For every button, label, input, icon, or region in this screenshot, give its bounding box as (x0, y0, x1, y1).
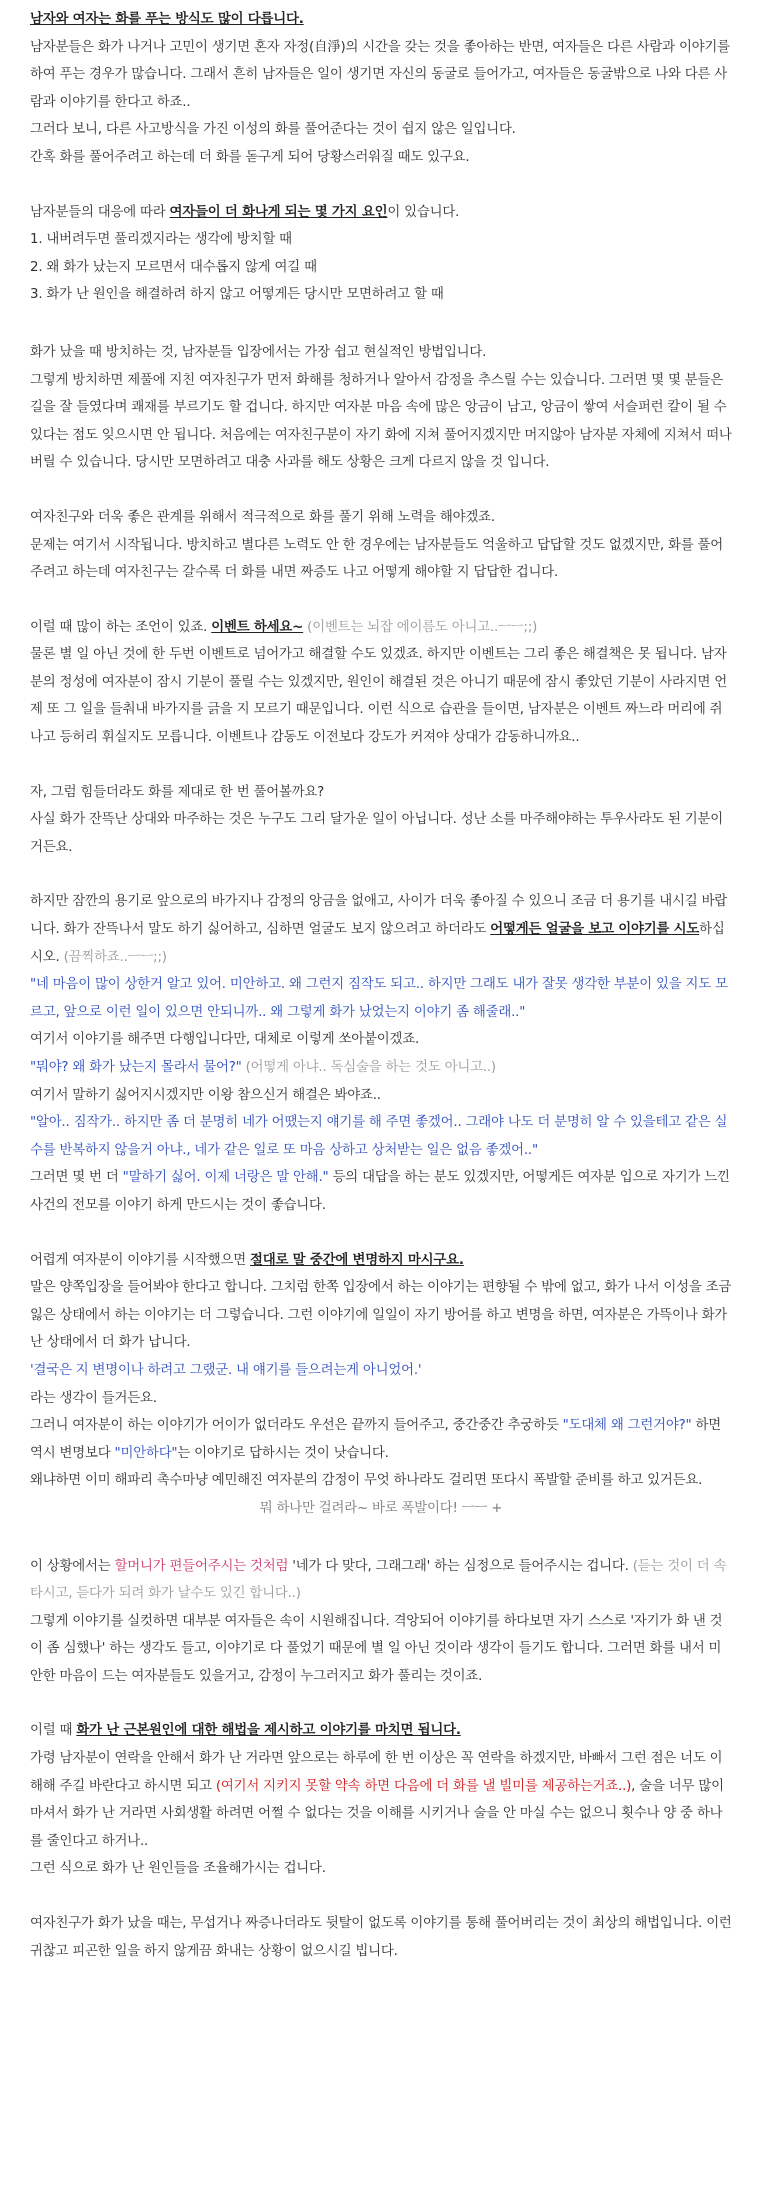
paragraph: 남자분들은 화가 나거나 고민이 생기면 혼자 자정(自淨)의 시간을 갖는 것을 좋아하는 반면, 여자들은 다른 사람과 이야기를 하여 푸는 경우가 많습니다. 그래서 흔히 남자들은 일이 생기면 자신의 동굴로 들어가고, 여자들은 동굴밖으로 나와 다른 사람과 이야기를 한다고 하죠.. (30, 39, 730, 110)
emphasis-text: 어떻게든 얼굴을 보고 이야기를 시도 (490, 922, 700, 938)
paragraph: 자, 그럼 힘들더라도 화를 제대로 한 번 풀어볼까요? (30, 784, 325, 800)
text-run: 그러니 여자분이 하는 이야기가 어이가 없더라도 우선은 끝까지 들어주고, 중간중간 추궁하듯 (30, 1418, 563, 1434)
text-run: '네가 다 맞다, 그래그래' 하는 심정으로 들어주시는 겁니다. (288, 1558, 629, 1574)
dialogue-quote: '결국은 지 변명이나 하려고 그랬군. 내 얘기를 들으려는게 아니었어.' (30, 1362, 422, 1378)
text-run: 이럴 때 많이 하는 조언이 있죠. (30, 619, 212, 635)
centered-remark: 뭐 하나만 걸려라~ 바로 폭발이다! ㅡㅡ + (259, 1500, 503, 1516)
paragraph (30, 614, 732, 642)
paragraph (30, 199, 732, 227)
dialogue-quote: "도대체 왜 그런거야?" (562, 1418, 692, 1434)
paragraph (30, 1717, 732, 1745)
paragraph: 문제는 여기서 시작됩니다. 방치하고 별다른 노력도 안 한 경우에는 남자분들도 억울하고 답답할 것도 없겠지만, 화를 풀어주려고 하는데 여자친구는 갈수록 더 화를 내면 짜증도 나고 어떻게 해야할 지 답답한 겁니다. (30, 537, 723, 581)
text-run: 이럴 때 (30, 1723, 77, 1739)
paragraph: 그렇게 방치하면 제풀에 지친 여자친구가 먼저 화해를 청하거나 알아서 감정을 추스릴 수는 있습니다. 그러면 몇 몇 분들은 길을 잘 들였다며 쾌재를 부르기도 할 겁니다. 하지만 여자분 마음 속에 많은 앙금이 남고, 앙금이 쌓여 서슬퍼런 칼이 될 수 있다는 점도 잊으시면 안 됩니다. 처음에는 여자친구분이 자기 화에 지쳐 풀어지겠지만 머지않아 남자분 자체에 지쳐서 떠나버릴 수 있습니다. 당시만 모면하려고 대충 사과를 해도 상황은 크게 다르지 않을 것 입니다. (30, 372, 732, 471)
dialogue-quote: "뭐야? 왜 화가 났는지 몰라서 물어?" (30, 1060, 242, 1075)
text-run: 이 있습니다. (387, 204, 460, 220)
warning-text: (여기서 지키지 못할 약속 하면 다음에 더 화를 낼 빌미를 제공하는거죠..) (215, 1778, 632, 1794)
list-item: 2. 왜 화가 났는지 모르면서 대수롭지 않게 여길 때 (30, 259, 317, 275)
emphasis-text: 절대로 말 중간에 변명하지 마시구요. (250, 1252, 464, 1268)
text-run: 등의 대답을 하는 분도 있겠지만, 어떻게든 여자분 입으로 자기가 느낀 사건의 전모를 이야기 하게 만드시는 것이 좋습니다. (30, 1170, 730, 1213)
paragraph: 간혹 화를 풀어주려고 하는데 더 화를 돋구게 되어 당황스러워질 때도 있구요. (30, 149, 470, 165)
paragraph: 화가 났을 때 방치하는 것, 남자분들 입장에서는 가장 쉽고 현실적인 방법입니다. (30, 344, 487, 360)
paragraph: 여자친구가 화가 났을 때는, 무섭거나 짜증나더라도 뒷탈이 없도록 이야기를 통해 풀어버리는 것이 최상의 해법입니다. 이런 귀찮고 피곤한 일을 하지 않게끔 화내는 상황이 없으시길 빕니다. (30, 1916, 732, 1959)
emphasis-text: 이벤트 하세요~ (211, 619, 304, 635)
text-run: 남자분들의 대응에 따라 (30, 204, 170, 220)
paragraph: 그렇게 이야기를 실컷하면 대부분 여자들은 속이 시원해집니다. 격앙되어 이야기를 하다보면 자기 스스로 '자기가 화 낸 것이 좀 심했나' 하는 생각도 들고, 이야기로 다 풀었기 때문에 별 일 아닌 것이라 생각이 들기도 합니다. 그러면 화를 내서 미안한 마음이 드는 여자분들도 있을거고, 감정이 누그러지고 화가 풀리는 것이죠. (30, 1613, 723, 1684)
aside-text: (듣는 것이 더 속타시고, 듣다가 되려 화가 날수도 있긴 합니다..) (30, 1558, 727, 1602)
paragraph (30, 1745, 732, 1855)
paragraph (30, 1553, 732, 1608)
emphasis-text: 화가 난 근본원인에 대한 해법을 제시하고 이야기를 마치면 됩니다. (76, 1723, 461, 1739)
aside-text: (끔찍하죠..ㅡㅡ;;) (59, 949, 167, 965)
text-run: , 술을 너무 많이 마셔서 화가 난 거라면 사회생활 하려면 어쩔 수 없다는 것을 이해를 시키거나 술을 안 마실 수는 없으니 횟수나 양 중 하나를 줄인다고 하거나.. (30, 1778, 724, 1849)
list-item: 3. 화가 난 원인을 해결하려 하지 않고 어떻게든 당시만 모면하려고 할 때 (30, 287, 444, 303)
paragraph (30, 1164, 732, 1219)
dialogue-quote: "네 마음이 많이 상한거 알고 있어. 미안하고. 왜 그런지 짐작도 되고.. 하지만 그래도 내가 잘못 생각한 부분이 있을 지도 모르고, 앞으로 이런 일이 있으면 안되니까.. 왜 그렇게 화가 났었는지 이야기 좀 해줄래.." (30, 977, 728, 1020)
paragraph: 말은 양쪽입장을 들어봐야 한다고 합니다. 그치럼 한쪽 입장에서 하는 이야기는 편향될 수 밖에 없고, 화가 나서 이성을 조금 잃은 상태에서 하는 이야기는 더 그렇습니다. 그런 이야기에 일일이 자기 방어를 하고 변명을 하면, 여자분은 가뜩이나 화가 난 상태에서 더 화가 납니다. (30, 1280, 732, 1351)
highlight-text: 할머니가 편들어주시는 것처럼 (114, 1558, 289, 1574)
paragraph: 왜냐하면 이미 해파리 촉수마냥 예민해진 여자분의 감정이 무엇 하나라도 걸리면 또다시 폭발할 준비를 하고 있거든요. (30, 1473, 703, 1489)
dialogue-quote: "미안하다" (114, 1445, 178, 1461)
text-run: 어렵게 여자분이 이야기를 시작했으면 (30, 1252, 250, 1268)
factor-list (30, 226, 732, 309)
paragraph: 여기서 이야기를 해주면 다행입니다만, 대체로 이렇게 쏘아붙이겠죠. (30, 1032, 420, 1048)
paragraph: 라는 생각이 들거든요. (30, 1390, 157, 1406)
aside-text: (어떻게 아냐.. 독심술을 하는 것도 아니고..) (241, 1060, 496, 1075)
text-run: 하면 역시 변명보다 (30, 1418, 721, 1461)
paragraph (30, 888, 732, 971)
dialogue-quote: "알아.. 짐작가.. 하지만 좀 더 분명히 네가 어땠는지 얘기를 해 주면 좋겠어.. 그래야 나도 더 분명히 알 수 있을테고 같은 실수를 반복하지 않을거 아냐., 네가 같은 일로 또 마음 상하고 상처받는 일은 없음 좋겠어.." (30, 1115, 728, 1158)
paragraph: 그러다 보니, 다른 사고방식을 가진 이성의 화를 풀어준다는 것이 쉽지 않은 일입니다. (30, 122, 516, 138)
text-run: 이 상황에서는 (30, 1558, 115, 1574)
text-run: 그러면 몇 번 더 (30, 1170, 123, 1186)
aside-text: (이벤트는 뇌잡 에이름도 아니고..ㅡㅡ;;) (303, 619, 538, 635)
paragraph: 그런 식으로 화가 난 원인들을 조율해가시는 겁니다. (30, 1861, 326, 1877)
emphasis-text: 여자들이 더 화나게 되는 몇 가지 요인 (169, 204, 388, 220)
text-run: 는 이야기로 답하시는 것이 낫습니다. (177, 1445, 389, 1461)
list-item: 1. 내버려두면 풀리겠지라는 생각에 방치할 때 (30, 232, 292, 248)
paragraph: 여자친구와 더욱 좋은 관계를 위해서 적극적으로 화를 풀기 위해 노력을 해야겠죠. (30, 509, 495, 525)
paragraph: 물론 별 일 아닌 것에 한 두번 이벤트로 넘어가고 해결할 수도 있겠죠. 하지만 이벤트는 그리 좋은 해결책은 못 됩니다. 남자분의 정성에 여자분이 잠시 기분이 풀릴 수는 있겠지만, 원인이 해결된 것은 아니기 때문에 잠시 좋았던 기분이 사라지면 언제 또 그 일을 들춰내 바가지를 긁을 지 모르기 때문입니다. 이런 식으로 습관을 들이면, 남자분은 이벤트 짜느라 머리에 쥐나고 등허리 휘실지도 모릅니다. 이벤트나 감동도 이전보다 강도가 커져야 상대가 감동하니까요.. (30, 647, 728, 746)
text-run: 가령 남자분이 연락을 안해서 화가 난 거라면 앞으로는 하루에 한 번 이상은 꼭 연락을 하겠지만, 바빠서 그런 점은 너도 이해해 주길 바란다고 하시면 되고 (30, 1751, 723, 1794)
text-run: 하십시오. (30, 922, 725, 965)
paragraph (30, 1412, 732, 1467)
dialogue-quote: "말하기 싫어. 이제 너랑은 말 안해." (122, 1170, 329, 1186)
paragraph (30, 1054, 732, 1082)
paragraph: 사실 화가 잔뜩난 상대와 마주하는 것은 누구도 그리 달가운 일이 아닙니다. 성난 소를 마주해야하는 투우사라도 된 기분이거든요. (30, 812, 723, 855)
paragraph (30, 1247, 732, 1275)
section-heading-1: 남자와 여자는 화를 푸는 방식도 많이 다릅니다. (30, 12, 304, 27)
text-run: 하지만 잠깐의 용기로 앞으로의 바가지나 감정의 앙금을 없애고, 사이가 더욱 좋아질 수 있으니 조금 더 용기를 내시길 바랍니다. 화가 잔뜩나서 말도 하기 싫어하고, 심하면 얼굴도 보지 않으려고 하더라도 (30, 894, 728, 938)
paragraph: 여기서 말하기 싫어지시겠지만 이왕 참으신거 해결은 봐야죠.. (30, 1087, 381, 1103)
